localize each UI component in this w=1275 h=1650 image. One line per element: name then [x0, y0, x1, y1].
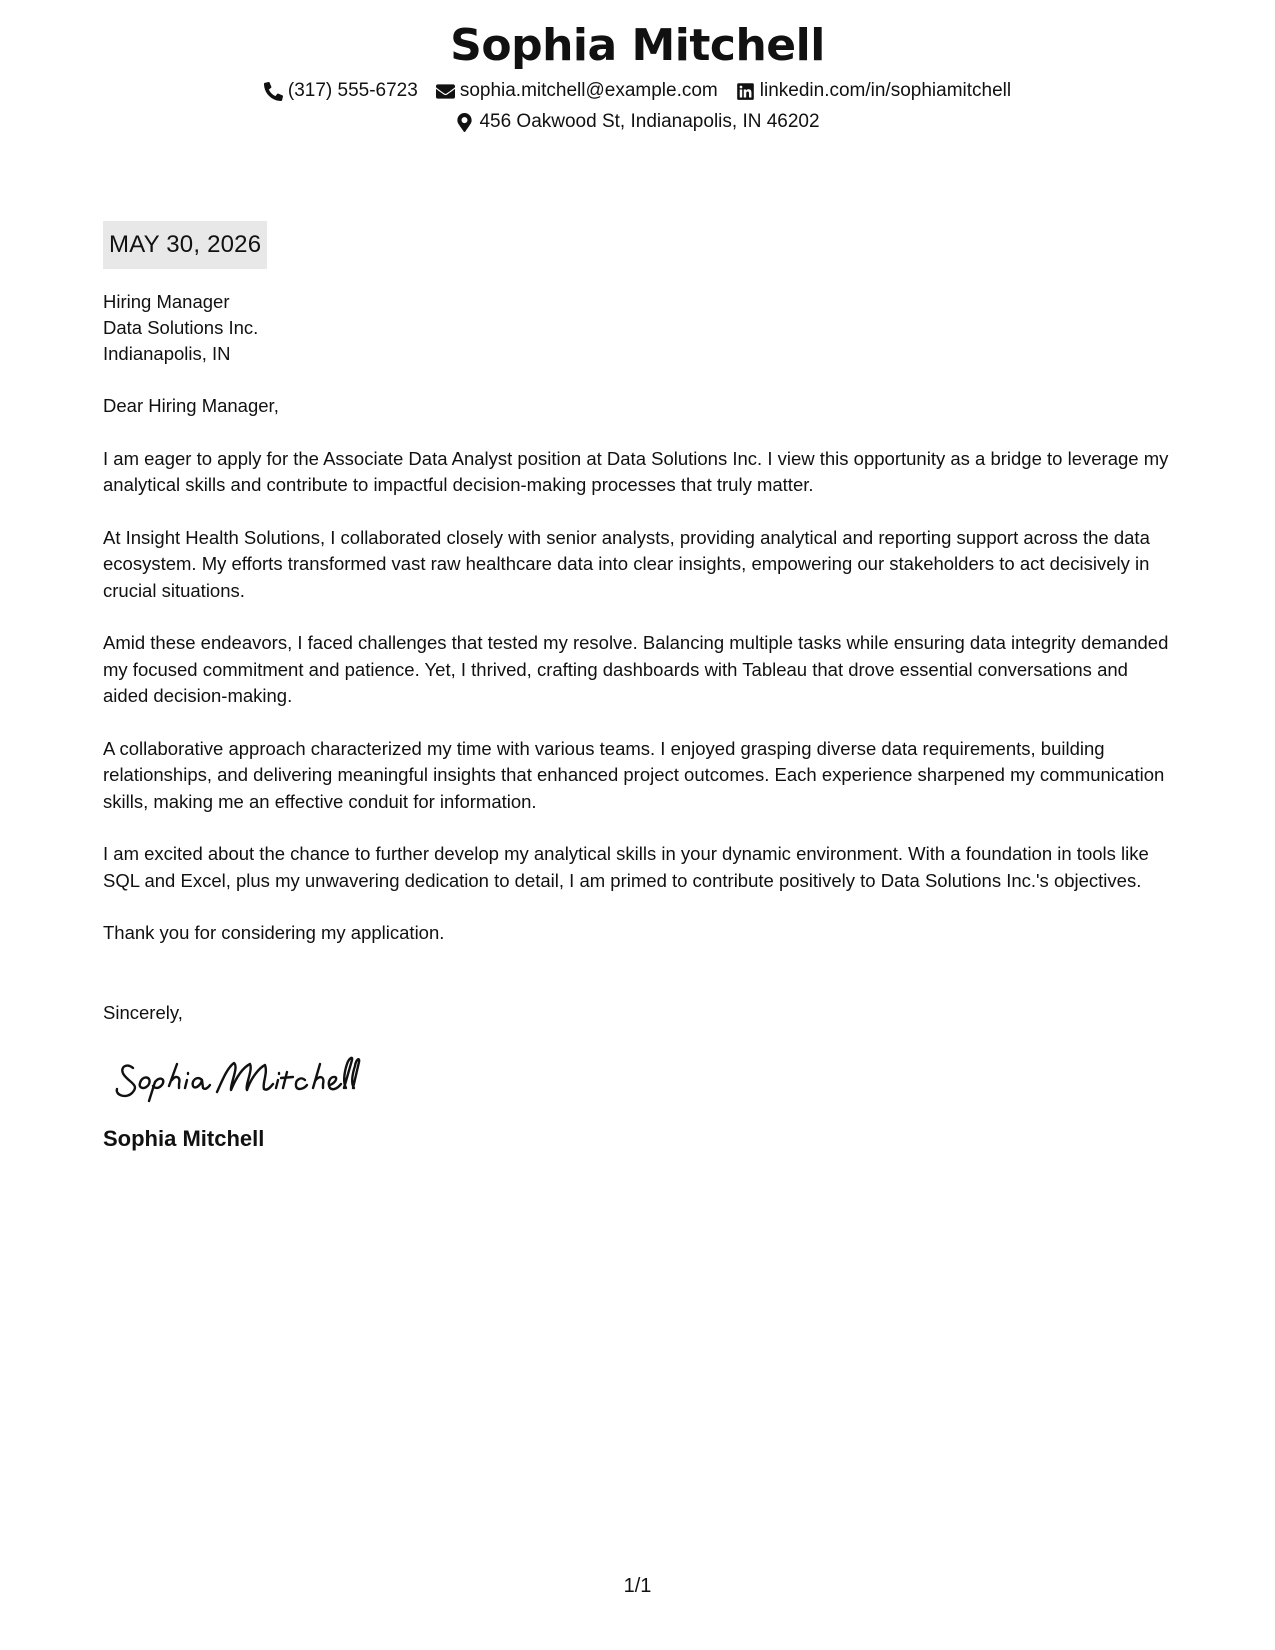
recipient-company: Data Solutions Inc.: [103, 317, 259, 338]
body-paragraph: Amid these endeavors, I faced challenges that tested my resolve. Balancing multiple tasks while ensuring data integrity demanded my focused commitment and patience. Yet, I thrived, crafting dashboards with Tableau that drove essential conversations and aided decision-making.: [103, 632, 1169, 706]
signoff: Sincerely,: [103, 1001, 183, 1023]
address-row: [0, 108, 1275, 136]
salutation: Dear Hiring Manager,: [103, 395, 279, 416]
phone-icon: [264, 82, 283, 101]
email-contact: [436, 77, 718, 105]
address-contact: [455, 108, 819, 136]
body-paragraph: At Insight Health Solutions, I collaborated closely with senior analysts, providing analytical and reporting support across the data ecosystem. My efforts transformed vast raw healthcare data into clear insights, empowering our stakeholders to act decisively in crucial situations.: [103, 526, 1150, 601]
letter-date: MAY 30, 2026: [103, 221, 267, 269]
linkedin-contact: [736, 77, 1011, 105]
phone-number: (317) 555-6723: [287, 80, 418, 101]
map-marker-icon: [455, 113, 474, 132]
envelope-icon: [436, 82, 455, 101]
linkedin-url: linkedin.com/in/sophiamitchell: [759, 80, 1012, 101]
recipient-title: Hiring Manager: [103, 291, 230, 312]
body-paragraph: I am excited about the chance to further develop my analytical skills in your dynamic environment. With a foundation in tools like SQL and Excel, plus my unwavering dedication to detail, I am primed to contribute positively to Data Solutions Inc.'s objectives.: [103, 843, 1149, 891]
contact-row: [0, 77, 1275, 105]
body-paragraph: A collaborative approach characterized my time with various teams. I enjoyed grasping diverse data requirements, building relationships, and delivering meaningful insights that enhanced project outcomes. Each experience sharpened my communication skills, making me an effective conduit for information.: [103, 737, 1165, 812]
letter-body: [103, 221, 1178, 1154]
signer-name: Sophia Mitchell: [103, 1126, 265, 1151]
email-address: sophia.mitchell@example.com: [459, 80, 718, 101]
applicant-name: Sophia Mitchell: [450, 20, 825, 71]
thank-you-line: Thank you for considering my application.: [103, 922, 445, 943]
body-paragraph: I am eager to apply for the Associate Data Analyst position at Data Solutions Inc. I view this opportunity as a bridge to leverage my analytical skills and contribute to impactful decision-making processes that truly matter.: [103, 447, 1169, 495]
linkedin-icon: [736, 82, 755, 101]
handwritten-signature: [111, 1046, 361, 1104]
recipient-location: Indianapolis, IN: [103, 343, 231, 364]
recipient-block: [103, 289, 1178, 367]
street-address: 456 Oakwood St, Indianapolis, IN 46202: [479, 111, 820, 132]
page-number: 1/1: [623, 1575, 652, 1597]
letter-header: [0, 18, 1275, 136]
phone-contact: [264, 77, 418, 105]
